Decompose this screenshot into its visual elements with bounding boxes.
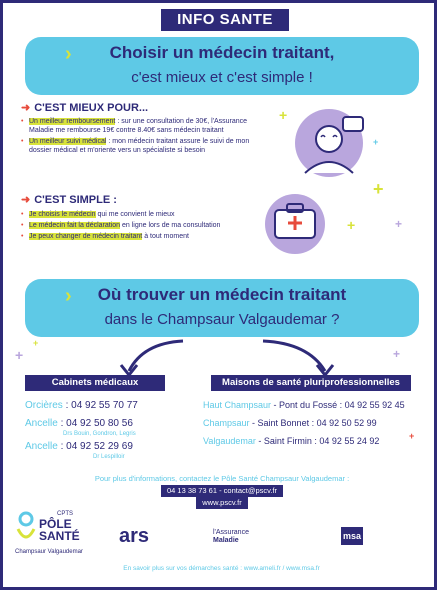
plus-icon: + [33, 338, 39, 348]
medical-bag-icon [259, 188, 331, 256]
banner-line2: c'est mieux et c'est simple ! [131, 69, 313, 86]
cabinet-row: Ancelle : 04 92 52 29 69 [25, 441, 133, 452]
website-link[interactable]: www.pscv.fr [196, 497, 247, 509]
contact-footer [25, 473, 419, 509]
bottom-note: En savoir plus sur vos démarches santé : www.ameli.fr / www.msa.fr [123, 565, 320, 572]
arrow-icon: ➜ [21, 102, 31, 114]
maison-row: Valgaudemar - Saint Firmin : 04 92 55 24 92 [203, 436, 380, 446]
plus-icon: + [373, 137, 379, 147]
maison-row: Haut Champsaur - Pont du Fossé : 04 92 55 92 45 [203, 400, 405, 410]
maisons-header: Maisons de santé pluriprofessionnelles [211, 375, 411, 391]
plus-icon: + [395, 217, 403, 231]
banner-line1: Où trouver un médecin traitant [97, 285, 347, 304]
plus-icon: + [393, 347, 401, 361]
list-item: • Je peux changer de médecin traitant à tout moment [21, 232, 261, 241]
chevron-right-icon: › [65, 43, 72, 65]
contact-details: 04 13 38 73 61 - contact@pscv.fr [161, 485, 283, 497]
msa-logo: msa [341, 527, 363, 545]
section-mieux-list [21, 117, 261, 157]
plus-icon: + [409, 431, 415, 441]
list-item: • Je choisis le médecin qui me convient le mieux [21, 210, 261, 219]
banner-ou-trouver [25, 279, 419, 337]
info-sante-tag: INFO SANTE [161, 9, 289, 31]
plus-icon: + [279, 107, 288, 123]
cabinet-row: Ancelle : 04 92 50 80 56 [25, 418, 133, 429]
cpts-mark-icon [15, 511, 37, 545]
list-item: • Le médecin fait la déclaration en ligne lors de ma consultation [21, 221, 261, 230]
chevron-right-icon: › [65, 285, 72, 307]
cabinets-header: Cabinets médicaux [25, 375, 165, 391]
plus-icon: + [347, 217, 356, 233]
direction-arrows-icon [103, 337, 343, 377]
cabinet-doctors: Drs Bouin, Gondron, Legris [63, 431, 136, 437]
cabinet-doctors: Dr Lespilloir [93, 454, 125, 460]
list-item: • Un meilleur suivi médical : mon médecin traitant assure le suivi de mon dossier médical et m'oriente vers un spécialiste si besoin [21, 137, 261, 155]
doctor-icon [293, 103, 373, 183]
banner-line2: dans le Champsaur Valgaudemar ? [104, 311, 340, 328]
section-mieux-title: ➜ C'EST MIEUX POUR... [21, 102, 149, 114]
assurance-maladie-logo: l'Assurance Maladie [213, 529, 249, 544]
plus-icon: + [373, 179, 384, 199]
arrow-icon: ➜ [21, 194, 31, 206]
plus-icon: + [15, 347, 24, 363]
banner-choisir [25, 37, 419, 95]
section-simple-title: ➜ C'EST SIMPLE : [21, 194, 117, 206]
banner-line1: Choisir un médecin traitant, [109, 43, 335, 62]
poster: INFO SANTE › Choisir un médecin traitant, c'est mieux et c'est simple ! ➜ C'EST MIEUX POUR... • Un meilleur remboursement : sur une consultation de 30€, l'Assurance Maladie me rembourse 19€ contre 8.40€ sans médecin traitant • Un meilleur suivi médical : mon médecin traitant assure le suivi de mon dossier médical et m'oriente vers un spécialiste si besoin ➜ C'EST SIMPLE : • Je choisis le médecin qui me convient le mieux • Le médecin fait la déclaration en ligne lors de ma consultation • Je peux changer de médecin traitant à tout moment + + + + + › Où trouver un médecin traitant dans le Champsaur Valgaudemar ? + + + + Cabinets médicaux Orcières : 04 92 55 70 77 Ancelle : 04 92 50 80 56 Drs Bouin, Gondron, Legris Ancelle : 04 92 52 29 69 Dr Lespilloir Maisons de santé pluriprofessionnelles Haut Champsaur - Pont du Fossé : 04 92 55 92 45 Champsaur - Saint Bonnet : 04 92 50 52 99 Valgaudemar - Saint Firmin : 04 92 55 24 92 Pour plus d'informations, contactez le Pôle Santé Champsaur Valgaudemar : 04 13 38 73 61 - contact@pscv.fr www.pscv.fr CPTS PÔLE SANTÉ Champsaur Valgaudemar ars l'Assurance Maladie msa En savoir plus sur vos démarches santé : www.ameli.fr / www.msa.fr [0, 0, 437, 590]
cabinet-row: Orcières : 04 92 55 70 77 [25, 400, 138, 411]
ars-logo: ars [119, 525, 150, 547]
maison-row: Champsaur - Saint Bonnet : 04 92 50 52 99 [203, 418, 377, 428]
section-simple-list [21, 210, 261, 243]
list-item: • Un meilleur remboursement : sur une consultation de 30€, l'Assurance Maladie me rembourse 19€ contre 8.40€ sans médecin traitant [21, 117, 261, 135]
contact-info: Pour plus d'informations, contactez le Pôle Santé Champsaur Valgaudemar : [94, 474, 350, 483]
